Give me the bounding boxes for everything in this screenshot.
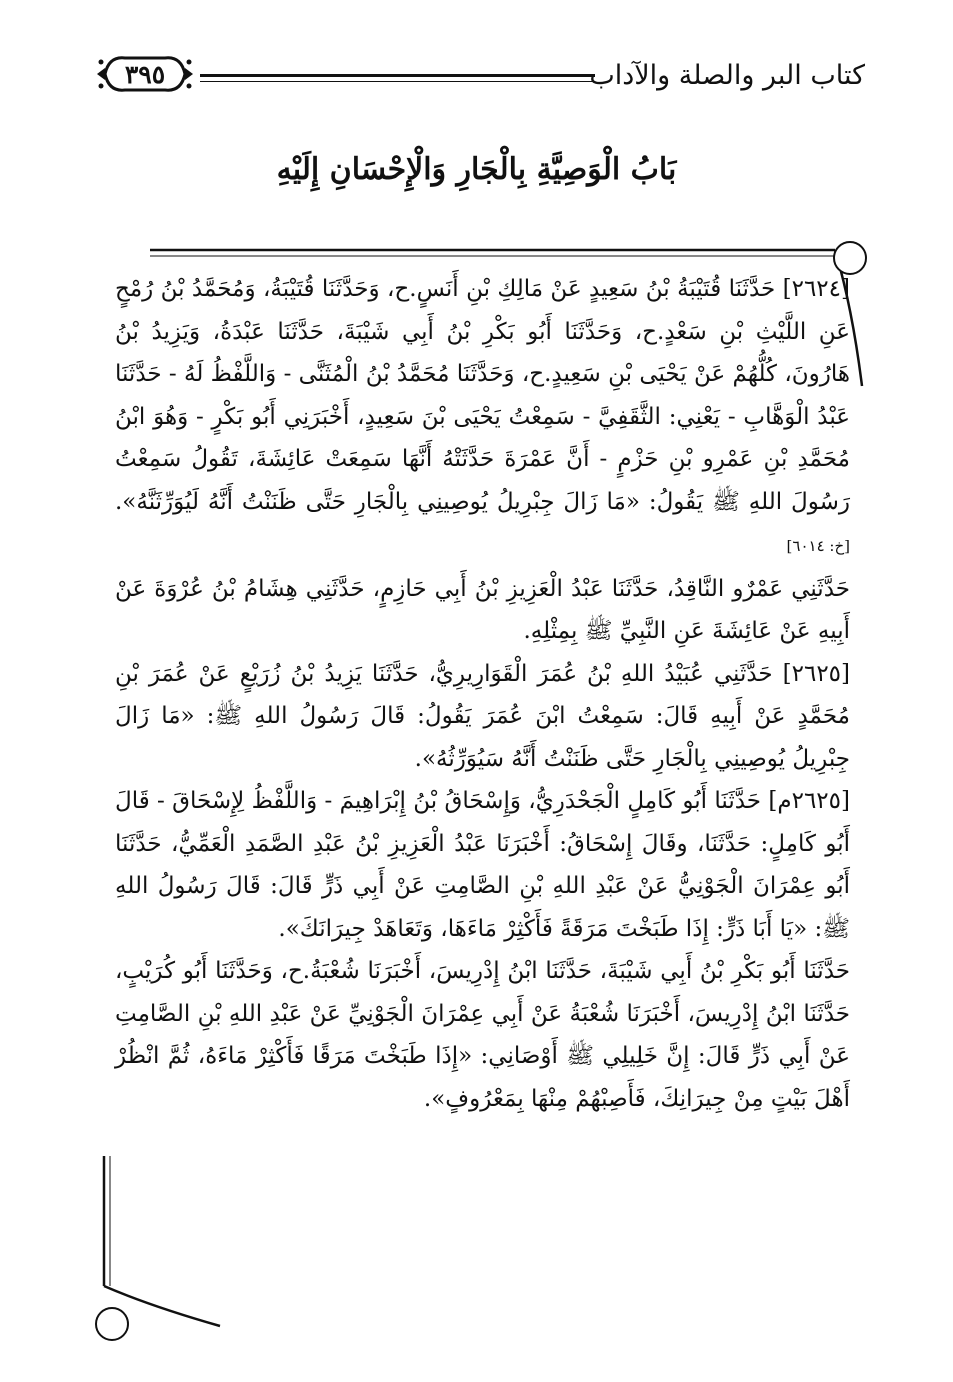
hadith-paragraph	[115, 653, 850, 781]
hadith-body: حَدَّثَنَا قُتَيْبَةُ بْنُ سَعِيدٍ عَنْ مَالِكِ بْنِ أَنَسٍ.ح، وَحَدَّثَنَا قُتَيْبَةُ، وَمُحَمَّدُ بْنُ رُمْحٍ عَنِ اللَّيْثِ بْنِ سَعْدٍ.ح، وَحَدَّثَنَا أَبُو بَكْرِ بْنُ أَبِي شَيْبَةَ، حَدَّثَنَا عَبْدَةُ، وَيَزِيدُ بْنُ هَارُونَ، كُلُّهُمْ عَنْ يَحْيَى بْنِ سَعِيدٍ.ح، وَحَدَّثَنَا مُحَمَّدُ بْنُ الْمُثَنَّى - وَاللَّفْظُ لَهُ - حَدَّثَنَا عَبْدُ الْوَهَّابِ - يَعْنِي: الثَّقَفِيَّ - سَمِعْتُ يَحْيَى بْنَ سَعِيدٍ، أَخْبَرَنِي أَبُو بَكْرٍ - وَهُوَ ابْنُ مُحَمَّدِ بْنِ عَمْرِو بْنِ حَزْمٍ - أَنَّ عَمْرَةَ حَدَّثَتْهُ أَنَّهَا سَمِعَتْ عَائِشَةَ، تَقُولُ سَمِعْتُ رَسُولَ اللهِ ﷺ يَقُولُ: «مَا زَالَ جِبْرِيلُ يُوصِينِي بِالْجَارِ حَتَّى ظَنَنْتُ أَنَّهُ لَيُوَرِّثَنَّهُ».	[114, 276, 850, 515]
hadith-number: [٢٦٢٥]	[782, 660, 851, 687]
page-number-ornament	[95, 52, 195, 96]
header-rule	[200, 74, 595, 77]
hadith-paragraph	[115, 950, 850, 1120]
chapter-title: بَابُ الْوَصِيَّةِ بِالْجَارِ وَالْإِحْسَانِ إِلَيْهِ	[276, 152, 677, 187]
cross-reference: [خ: ٦٠١٤]	[786, 537, 850, 555]
page-number: ٣٩٥	[124, 59, 166, 89]
hadith-body: حَدَّثَنِي عُبَيْدُ اللهِ بْنُ عُمَرَ الْقَوَارِيرِيُّ، حَدَّثَنَا يَزِيدُ بْنُ زُرَيْعٍ عَنْ عُمَرَ بْنِ مُحَمَّدٍ عَنْ أَبِيهِ قَالَ: سَمِعْتُ ابْنَ عُمَرَ يَقُولُ: قَالَ رَسُولُ اللهِ ﷺ: «مَا زَالَ جِبْرِيلُ يُوصِينِي بِالْجَارِ حَتَّى ظَنَنْتُ أَنَّهُ سَيُوَرِّثُهُ».	[115, 660, 850, 772]
hadith-paragraph	[115, 568, 850, 653]
page-header	[95, 52, 865, 100]
hadith-body: حَدَّثَنِي عَمْرٌو النَّاقِدُ، حَدَّثَنَا عَبْدُ الْعَزِيزِ بْنُ أَبِي حَازِمٍ، حَدَّثَنِي هِشَامُ بْنُ عُرْوَةَ عَنْ أَبِيهِ عَنْ عَائِشَةَ عَنِ النَّبِيِّ ﷺ بِمِثْلِهِ.	[115, 575, 850, 644]
hadith-body: حَدَّثَنَا أَبُو كَامِلٍ الْجَحْدَرِيُّ، وَإِسْحَاقُ بْنُ إِبْرَاهِيمَ - وَاللَّفْظُ لِإِسْحَاقَ - قَالَ أَبُو كَامِلٍ: حَدَّثَنَا، وقَالَ إِسْحَاقُ: أَخْبَرَنَا عَبْدُ الْعَزِيزِ بْنُ عَبْدِ الصَّمَدِ الْعَمِّيُّ، حَدَّثَنَا أَبُو عِمْرَانَ الْجَوْنِيُّ عَنْ عَبْدِ اللهِ بْنِ الصَّامِتِ عَنْ أَبِي ذَرٍّ قَالَ: قَالَ رَسُولُ اللهِ ﷺ: «يَا أَبَا ذَرٍّ: إِذَا طَبَخْتَ مَرَقَةً فَأَكْثِرْ مَاءَهَا، وَتَعَاهَدْ جِيرَانَكَ».	[115, 788, 850, 942]
hadith-body: حَدَّثَنَا أَبُو بَكْرِ بْنُ أَبِي شَيْبَةَ، حَدَّثَنَا ابْنُ إِدْرِيسَ، أَخْبَرَنَا شُعْبَةُ.ح، وَحَدَّثَنَا أَبُو كُرَيْبٍ، حَدَّثَنَا ابْنُ إِدْرِيسَ، أَخْبَرَنَا شُعْبَةُ عَنْ أَبِي عِمْرَانَ الْجَوْنِيِّ عَنْ عَبْدِ اللهِ بْنِ الصَّامِتِ عَنْ أَبِي ذَرٍّ قَالَ: إِنَّ خَلِيلِي ﷺ أَوْصَانِي: «إِذَا طَبَخْتَ مَرَقًا فَأَكْثِرْ مَاءَهُ، ثُمَّ انْظُرْ أَهْلَ بَيْتٍ مِنْ جِيرَانِكَ، فَأَصِبْهُمْ مِنْهَا بِمَعْرُوفٍ».	[115, 958, 850, 1112]
hadith-paragraph	[115, 268, 850, 568]
hadith-number: [٢٦٢٤]	[782, 276, 850, 302]
hadith-paragraph	[115, 780, 850, 950]
hadith-text	[115, 268, 850, 1120]
header-rule-thin	[200, 81, 595, 82]
book-title: كتاب البر والصلة والآداب	[589, 60, 865, 91]
hadith-number: [٢٦٢٥م]	[768, 788, 850, 814]
